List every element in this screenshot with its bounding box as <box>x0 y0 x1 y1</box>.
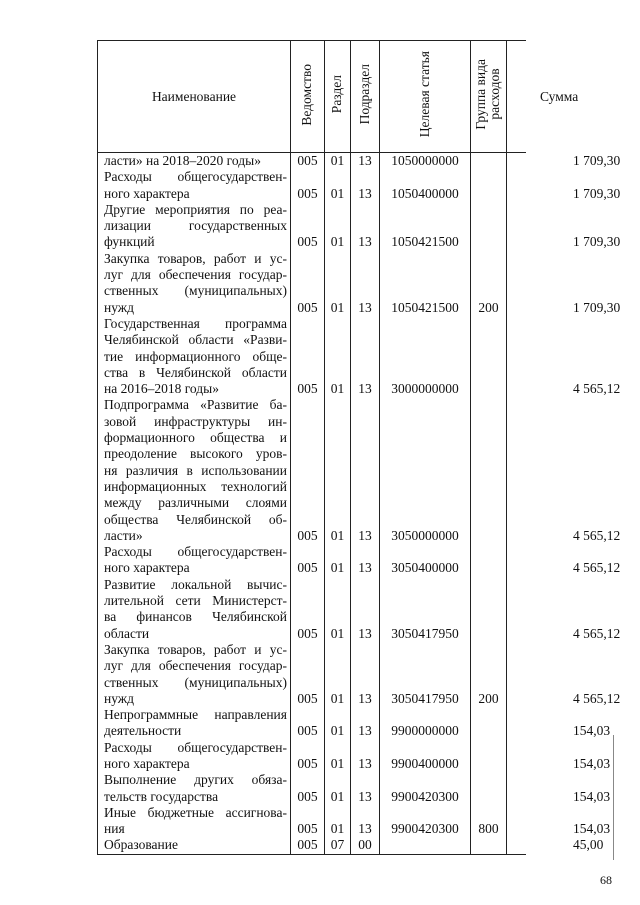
row-vedomstvo: 005 <box>291 805 325 838</box>
row-name-line: нужд <box>104 299 134 315</box>
row-podrazdel: 13 <box>351 707 380 740</box>
row-name <box>98 544 291 577</box>
row-summa-value: 4 565,12 <box>573 560 621 576</box>
header-name: Наименование <box>98 41 291 153</box>
row-gruppa <box>471 544 507 577</box>
row-summa <box>507 805 611 838</box>
row-name-line: ва финансов Челябинской <box>104 609 287 625</box>
row-razdel: 01 <box>325 805 351 838</box>
row-gruppa <box>471 153 507 170</box>
row-summa-value: 1 709,30 <box>573 185 621 201</box>
row-podrazdel: 13 <box>351 740 380 773</box>
row-podrazdel: 13 <box>351 153 380 170</box>
row-name-line: нужд <box>104 690 134 706</box>
row-gruppa <box>471 577 507 642</box>
row-summa <box>507 169 621 202</box>
row-razdel: 01 <box>325 316 351 397</box>
budget-table <box>97 40 621 855</box>
row-name-line: деятельности <box>104 723 182 739</box>
row-vedomstvo: 005 <box>291 251 325 316</box>
row-vedomstvo: 005 <box>291 202 325 251</box>
row-name-line: ня различия в использовании <box>104 462 287 478</box>
row-podrazdel: 13 <box>351 642 380 707</box>
row-name-line: Иные бюджетные ассигнова- <box>104 804 287 820</box>
row-name-line: Другие мероприятия по реа- <box>104 201 287 217</box>
row-name-line: ния <box>104 821 125 837</box>
table-row <box>98 740 526 773</box>
row-name-line: Расходы общегосударствен- <box>104 544 287 560</box>
row-name <box>98 251 291 316</box>
table-row <box>98 316 526 397</box>
row-name-line: ного характера <box>104 755 190 771</box>
row-razdel: 01 <box>325 251 351 316</box>
row-gruppa: 200 <box>471 251 507 316</box>
row-podrazdel: 13 <box>351 805 380 838</box>
row-name-line: области <box>104 625 150 641</box>
row-name-line: Расходы общегосударствен- <box>104 169 287 185</box>
row-summa <box>507 707 611 740</box>
table-row <box>98 805 526 838</box>
row-summa <box>507 153 621 170</box>
row-razdel: 01 <box>325 544 351 577</box>
row-name <box>98 642 291 707</box>
row-gruppa: 800 <box>471 805 507 838</box>
row-name <box>98 805 291 838</box>
row-razdel: 01 <box>325 772 351 805</box>
row-summa <box>507 642 621 707</box>
row-summa-value: 4 565,12 <box>573 625 621 641</box>
row-summa-value: 4 565,12 <box>573 527 621 543</box>
row-gruppa: 200 <box>471 642 507 707</box>
row-podrazdel: 13 <box>351 772 380 805</box>
row-gruppa <box>471 316 507 397</box>
header-razdel: Раздел <box>325 41 351 153</box>
row-name-line: ласти» на 2018–2020 годы» <box>104 153 261 168</box>
row-name <box>98 202 291 251</box>
row-summa <box>507 837 604 854</box>
row-name-line: тие информационного обще- <box>104 348 287 364</box>
row-name-line: ственных (муниципальных) <box>104 674 287 690</box>
row-name <box>98 397 291 544</box>
row-name-line: ства в Челябинской области <box>104 364 287 380</box>
row-vedomstvo: 005 <box>291 577 325 642</box>
row-vedomstvo: 005 <box>291 316 325 397</box>
row-name-line: луг для обеспечения государ- <box>104 267 287 283</box>
row-name-line: ного характера <box>104 560 190 576</box>
row-name-line: Расходы общегосударствен- <box>104 739 287 755</box>
row-summa <box>507 577 621 642</box>
row-summa-value: 1 709,30 <box>573 153 621 168</box>
row-summa-value: 4 565,12 <box>573 381 621 397</box>
row-name-line: Государственная программа <box>104 315 287 331</box>
row-celevaya: 1050000000 <box>380 153 471 170</box>
row-vedomstvo: 005 <box>291 772 325 805</box>
table-row <box>98 642 526 707</box>
row-name <box>98 577 291 642</box>
header-vedomstvo: Ведомство <box>291 41 325 153</box>
row-summa-value: 4 565,12 <box>573 690 621 706</box>
row-name-line: общества Челябинской об- <box>104 511 287 527</box>
scan-edge-line <box>613 735 614 860</box>
table-header-row <box>98 41 526 153</box>
row-name-line: зовой инфраструктуры ин- <box>104 413 287 429</box>
row-celevaya: 9900420300 <box>380 772 471 805</box>
row-name-line: Образование <box>104 837 178 853</box>
row-summa-value: 1 709,30 <box>573 299 621 315</box>
row-name-line: Непрограммные направления <box>104 707 287 723</box>
row-celevaya: 3000000000 <box>380 316 471 397</box>
budget-table-wrapper <box>97 40 621 855</box>
table-row <box>98 169 526 202</box>
table-row <box>98 202 526 251</box>
table-row <box>98 544 526 577</box>
row-summa-value: 154,03 <box>573 723 611 739</box>
header-celevaya: Целевая статья <box>380 41 471 153</box>
row-name-line: функций <box>104 234 155 250</box>
table-row <box>98 837 526 854</box>
row-summa-value: 154,03 <box>573 788 611 804</box>
row-name-line: тельств государства <box>104 788 219 804</box>
row-celevaya: 9900400000 <box>380 740 471 773</box>
row-celevaya: 1050421500 <box>380 202 471 251</box>
row-name-line: Выполнение других обяза- <box>104 772 287 788</box>
table-row <box>98 397 526 544</box>
table-row <box>98 251 526 316</box>
row-name-line: лительной сети Министерст- <box>104 593 287 609</box>
row-celevaya: 1050421500 <box>380 251 471 316</box>
row-vedomstvo: 005 <box>291 707 325 740</box>
row-summa <box>507 740 611 773</box>
row-podrazdel: 13 <box>351 202 380 251</box>
row-razdel: 01 <box>325 397 351 544</box>
row-vedomstvo: 005 <box>291 837 325 854</box>
row-summa <box>507 397 621 544</box>
row-name-line: информационных технологий <box>104 478 287 494</box>
row-razdel: 01 <box>325 707 351 740</box>
row-celevaya: 3050400000 <box>380 544 471 577</box>
row-name <box>98 772 291 805</box>
row-summa-value: 1 709,30 <box>573 234 621 250</box>
row-podrazdel: 13 <box>351 577 380 642</box>
row-celevaya: 1050400000 <box>380 169 471 202</box>
row-razdel: 01 <box>325 169 351 202</box>
row-gruppa <box>471 397 507 544</box>
table-row <box>98 772 526 805</box>
row-summa <box>507 202 621 251</box>
row-celevaya: 9900420300 <box>380 805 471 838</box>
row-summa <box>507 544 621 577</box>
row-vedomstvo: 005 <box>291 642 325 707</box>
row-name-line: Закупка товаров, работ и ус- <box>104 250 287 266</box>
row-celevaya: 9900000000 <box>380 707 471 740</box>
row-name-line: преодоление высокого уров- <box>104 446 287 462</box>
row-name <box>98 707 291 740</box>
row-summa-value: 154,03 <box>573 755 611 771</box>
row-podrazdel: 13 <box>351 251 380 316</box>
row-name-line: ственных (муниципальных) <box>104 283 287 299</box>
row-podrazdel: 13 <box>351 544 380 577</box>
row-gruppa <box>471 169 507 202</box>
row-name-line: Закупка товаров, работ и ус- <box>104 641 287 657</box>
row-name-line: на 2016–2018 годы» <box>104 381 219 397</box>
row-vedomstvo: 005 <box>291 169 325 202</box>
row-name-line: Челябинской области «Разви- <box>104 332 287 348</box>
row-gruppa <box>471 707 507 740</box>
row-razdel: 01 <box>325 577 351 642</box>
row-vedomstvo: 005 <box>291 544 325 577</box>
row-vedomstvo: 005 <box>291 153 325 170</box>
header-podrazdel: Подраздел <box>351 41 380 153</box>
row-name-line: ного характера <box>104 185 190 201</box>
row-name-line: Развитие локальной вычис- <box>104 576 287 592</box>
row-vedomstvo: 005 <box>291 740 325 773</box>
row-name <box>98 316 291 397</box>
row-name-line: луг для обеспечения государ- <box>104 658 287 674</box>
table-row <box>98 153 526 170</box>
row-name-line: лизации государственных <box>104 218 287 234</box>
row-summa-value: 45,00 <box>573 837 604 853</box>
row-razdel: 01 <box>325 153 351 170</box>
row-razdel: 01 <box>325 202 351 251</box>
page-number: 68 <box>600 873 612 887</box>
row-podrazdel: 00 <box>351 837 380 854</box>
row-name <box>98 153 291 170</box>
row-name <box>98 837 291 854</box>
row-gruppa <box>471 837 507 854</box>
row-name-line: между различными слоями <box>104 495 287 511</box>
row-podrazdel: 13 <box>351 316 380 397</box>
row-summa <box>507 251 621 316</box>
row-razdel: 01 <box>325 740 351 773</box>
row-celevaya: 3050417950 <box>380 642 471 707</box>
row-summa <box>507 772 611 805</box>
row-podrazdel: 13 <box>351 397 380 544</box>
row-gruppa <box>471 202 507 251</box>
row-name-line: Подпрограмма «Развитие ба- <box>104 397 287 413</box>
header-gruppa: Группа вида расходов <box>471 41 507 153</box>
row-name <box>98 169 291 202</box>
row-celevaya <box>380 837 471 854</box>
table-row <box>98 707 526 740</box>
row-celevaya: 3050000000 <box>380 397 471 544</box>
header-summa: Сумма <box>507 41 526 153</box>
row-podrazdel: 13 <box>351 169 380 202</box>
row-gruppa <box>471 740 507 773</box>
row-vedomstvo: 005 <box>291 397 325 544</box>
row-name <box>98 740 291 773</box>
row-celevaya: 3050417950 <box>380 577 471 642</box>
row-name-line: формационного общества и <box>104 430 287 446</box>
row-summa <box>507 316 621 397</box>
table-row <box>98 577 526 642</box>
row-gruppa <box>471 772 507 805</box>
row-name-line: ласти» <box>104 527 143 543</box>
row-summa-value: 154,03 <box>573 821 611 837</box>
row-razdel: 07 <box>325 837 351 854</box>
table-body <box>98 153 621 855</box>
row-razdel: 01 <box>325 642 351 707</box>
